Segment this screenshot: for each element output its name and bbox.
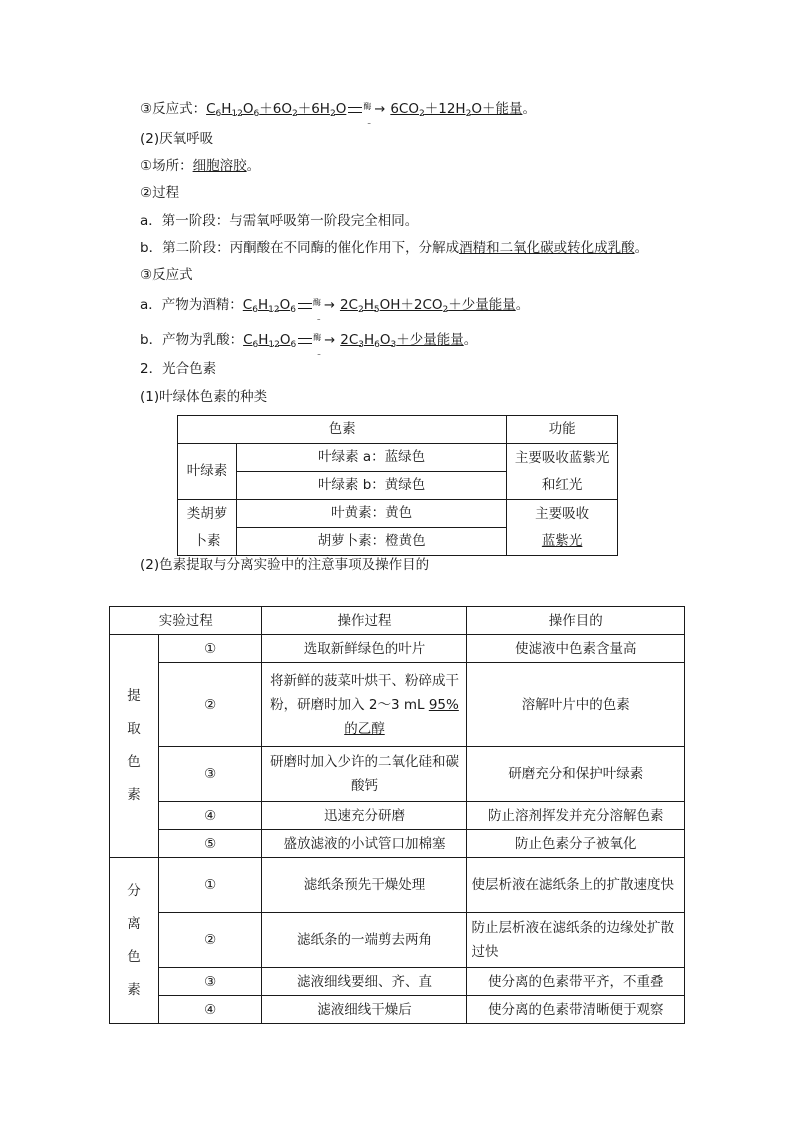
step-number: ③ [159,747,262,802]
table-header: 操作目的 [467,607,685,635]
table-header: 色素 [178,416,507,444]
anaerobic-equation-heading: ③反应式 [140,267,193,283]
table-header: 操作过程 [262,607,467,635]
op-cell: 滤液细线干燥后 [262,996,467,1024]
anaerobic-heading: (2)厌氧呼吸 [140,131,214,147]
table-row [110,747,685,802]
step-number: ④ [159,802,262,830]
table-row [110,968,685,996]
table-row [110,635,685,663]
group-separate: 分离色素 [110,858,159,1024]
anaerobic-site: ①场所：细胞溶胶。 [140,158,261,174]
table-row [110,607,685,635]
table-cell: 主要吸收 蓝紫光 [507,500,618,556]
table-row [110,996,685,1024]
pigments-sub1: (1)叶绿体色素的种类 [140,389,268,405]
purpose-cell: 使滤液中色素含量高 [467,635,685,663]
purpose-cell: 防止层析液在滤纸条的边缘处扩散过快 [467,913,685,968]
enzyme-arrow: 酶 – → [298,330,338,348]
enzyme-arrow: 酶 – → [298,295,338,313]
op-cell: 迅速充分研磨 [262,802,467,830]
purpose-cell: 使层析液在滤纸条上的扩散速度快 [467,858,685,913]
alcohol-equation: a．产物为酒精：$C_6H_{12}O_6$ 酶 – → $2C_2H_5OH+2CO_2+$少量能量。 [140,297,530,323]
table-row [110,858,685,913]
aerobic-products: $6CO_2+12H_2O+$能量 [390,101,523,119]
purpose-cell: 溶解叶片中的色素 [467,663,685,747]
stage-b: b．第二阶段：丙酮酸在不同酶的催化作用下，分解成酒精和二氧化碳或转化成乳酸。 [140,240,649,256]
pigment-types-table [177,415,618,556]
op-cell: 滤纸条预先干燥处理 [262,858,467,913]
extraction-table [109,606,685,1024]
table-row [178,416,618,444]
lactic-equation: b．产物为乳酸：$C_6H_{12}O_6$ 酶 – → $2C_3H_6O_3+$少量能量。 [140,332,478,358]
stage-a: a．第一阶段：与需氧呼吸第一阶段完全相同。 [140,213,419,229]
table-header: 实验过程 [110,607,262,635]
purpose-cell: 使分离的色素带清晰便于观察 [467,996,685,1024]
table-row [110,913,685,968]
table-cell: 叶黄素：黄色 [237,500,507,528]
table-cell: 胡萝卜素：橙黄色 [237,528,507,556]
table-cell: 叶绿素 a：蓝绿色 [237,444,507,472]
purpose-cell: 使分离的色素带平齐，不重叠 [467,968,685,996]
table-row [178,444,618,472]
purpose-cell: 研磨充分和保护叶绿素 [467,747,685,802]
op-cell: 滤纸条的一端剪去两角 [262,913,467,968]
table-row [110,663,685,747]
pigments-heading: 2．光合色素 [140,361,217,377]
purpose-cell: 防止色素分子被氧化 [467,830,685,858]
op-cell: 选取新鲜绿色的叶片 [262,635,467,663]
step-number: ⑤ [159,830,262,858]
aerobic-equation: ③反应式：$C_6H_{12}O_6+6O_2+6H_2O$ 酶 – → $6CO_2+12H_2O+$能量。 [140,101,536,127]
step-number: ② [159,663,262,747]
pigments-sub2: (2)色素提取与分离实验中的注意事项及操作目的 [140,557,430,573]
table-row [178,500,618,528]
group-chlorophyll: 叶绿素 [178,444,237,500]
purpose-cell: 防止溶剂挥发并充分溶解色素 [467,802,685,830]
enzyme-arrow: 酶 – → [348,99,388,117]
op-cell: 滤液细线要细、齐、直 [262,968,467,996]
anaerobic-process: ②过程 [140,185,180,201]
step-number: ① [159,635,262,663]
table-row [110,802,685,830]
step-number: ① [159,858,262,913]
op-cell: 将新鲜的菠菜叶烘干、粉碎成干粉，研磨时加入 2～3 mL 95%的乙醇 [262,663,467,747]
table-row [110,830,685,858]
aerobic-reactants: $C_6H_{12}O_6+6O_2+6H_2O$ [206,101,347,119]
table-cell: 主要吸收蓝紫光和红光 [507,444,618,500]
op-cell: 盛放滤液的小试管口加棉塞 [262,830,467,858]
table-header: 功能 [507,416,618,444]
step-number: ③ [159,968,262,996]
equation-label: ③反应式： [140,101,207,117]
group-extract: 提取色素 [110,635,159,858]
table-cell: 叶绿素 b：黄绿色 [237,472,507,500]
step-number: ② [159,913,262,968]
op-cell: 研磨时加入少许的二氧化硅和碳酸钙 [262,747,467,802]
group-carotenoid: 类胡萝卜素 [178,500,237,556]
step-number: ④ [159,996,262,1024]
